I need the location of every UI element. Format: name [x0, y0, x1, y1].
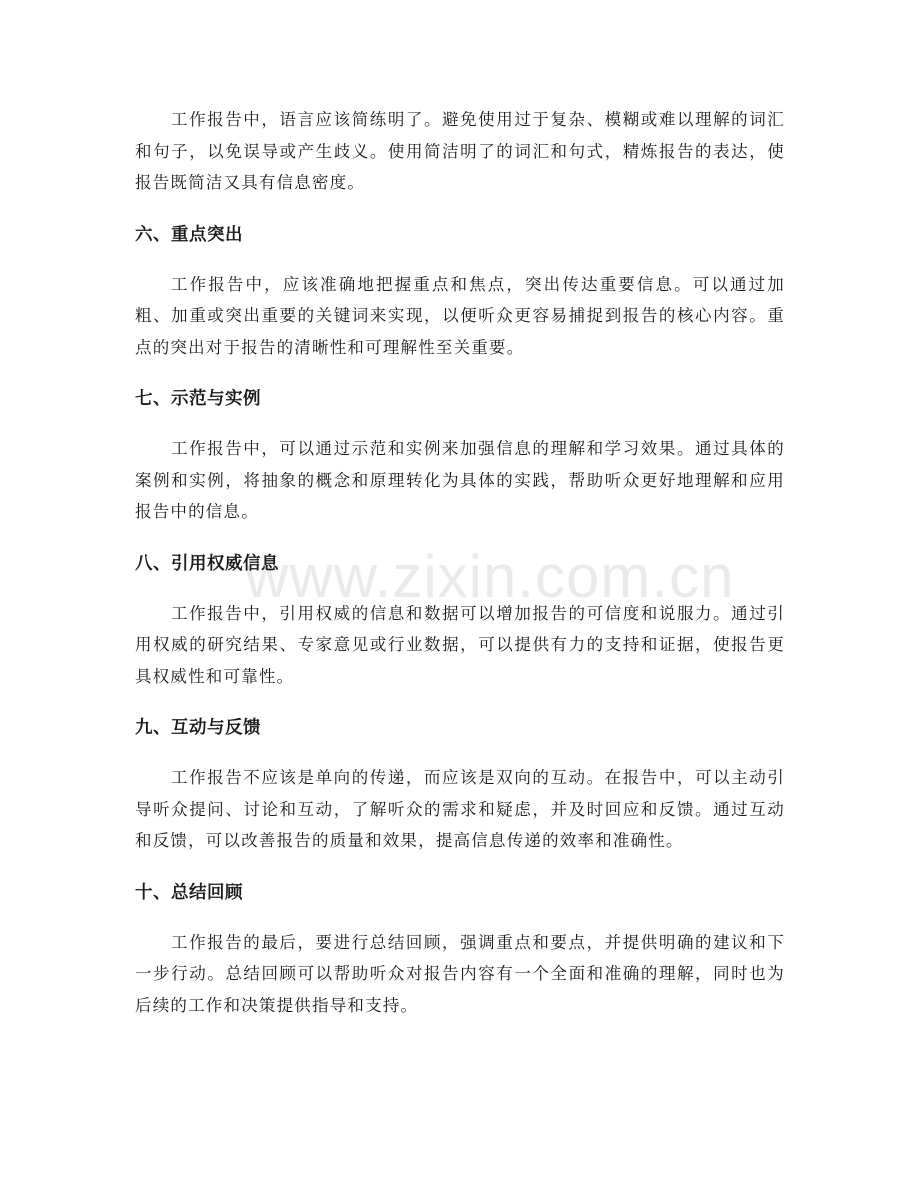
section-heading-10: 十、总结回顾 [135, 882, 243, 903]
section-paragraph-8: 工作报告中，引用权威的信息和数据可以增加报告的可信度和说服力。通过引用权威的研究结果、专家意见或行业数据，可以提供有力的支持和证据，使报告更具权威性和可靠性。 [135, 603, 785, 686]
section-paragraph-7: 工作报告中，可以通过示范和实例来加强信息的理解和学习效果。通过具体的案例和实例，将抽象的概念和原理转化为具体的实践，帮助听众更好地理解和应用报告中的信息。 [135, 439, 785, 521]
section-paragraph-6: 工作报告中，应该准确地把握重点和焦点，突出传达重要信息。可以通过加粗、加重或突出重要的关键词来实现，以便听众更容易捕捉到报告的核心内容。重点的突出对于报告的清晰性和可理解性至关重要。 [135, 274, 785, 357]
section-heading-6: 六、重点突出 [135, 224, 243, 245]
section-paragraph-10: 工作报告的最后，要进行总结回顾，强调重点和要点，并提供明确的建议和下一步行动。总结回顾可以帮助听众对报告内容有一个全面和准确的理解，同时也为后续的工作和决策提供指导和支持。 [135, 932, 785, 1015]
section-heading-8: 八、引用权威信息 [135, 553, 279, 574]
section-heading-9: 九、互动与反馈 [135, 718, 261, 738]
watermark: www.zixin.com.cn [245, 543, 735, 610]
section-paragraph-9: 工作报告不应该是单向的传递，而应该是双向的互动。在报告中，可以主动引导听众提问、讨论和互动，了解听众的需求和疑虑，并及时回应和反馈。通过互动和反馈，可以改善报告的质量和效果，提高信息传递的效率和准确性。 [135, 768, 785, 850]
document-body [135, 104, 785, 1021]
intro-paragraph: 工作报告中，语言应该简练明了。避免使用过于复杂、模糊或难以理解的词汇和句子，以免误导或产生歧义。使用简洁明了的词汇和句式，精炼报告的表达，使报告既简洁又具有信息密度。 [135, 110, 785, 192]
section-heading-7: 七、示范与实例 [135, 389, 261, 409]
